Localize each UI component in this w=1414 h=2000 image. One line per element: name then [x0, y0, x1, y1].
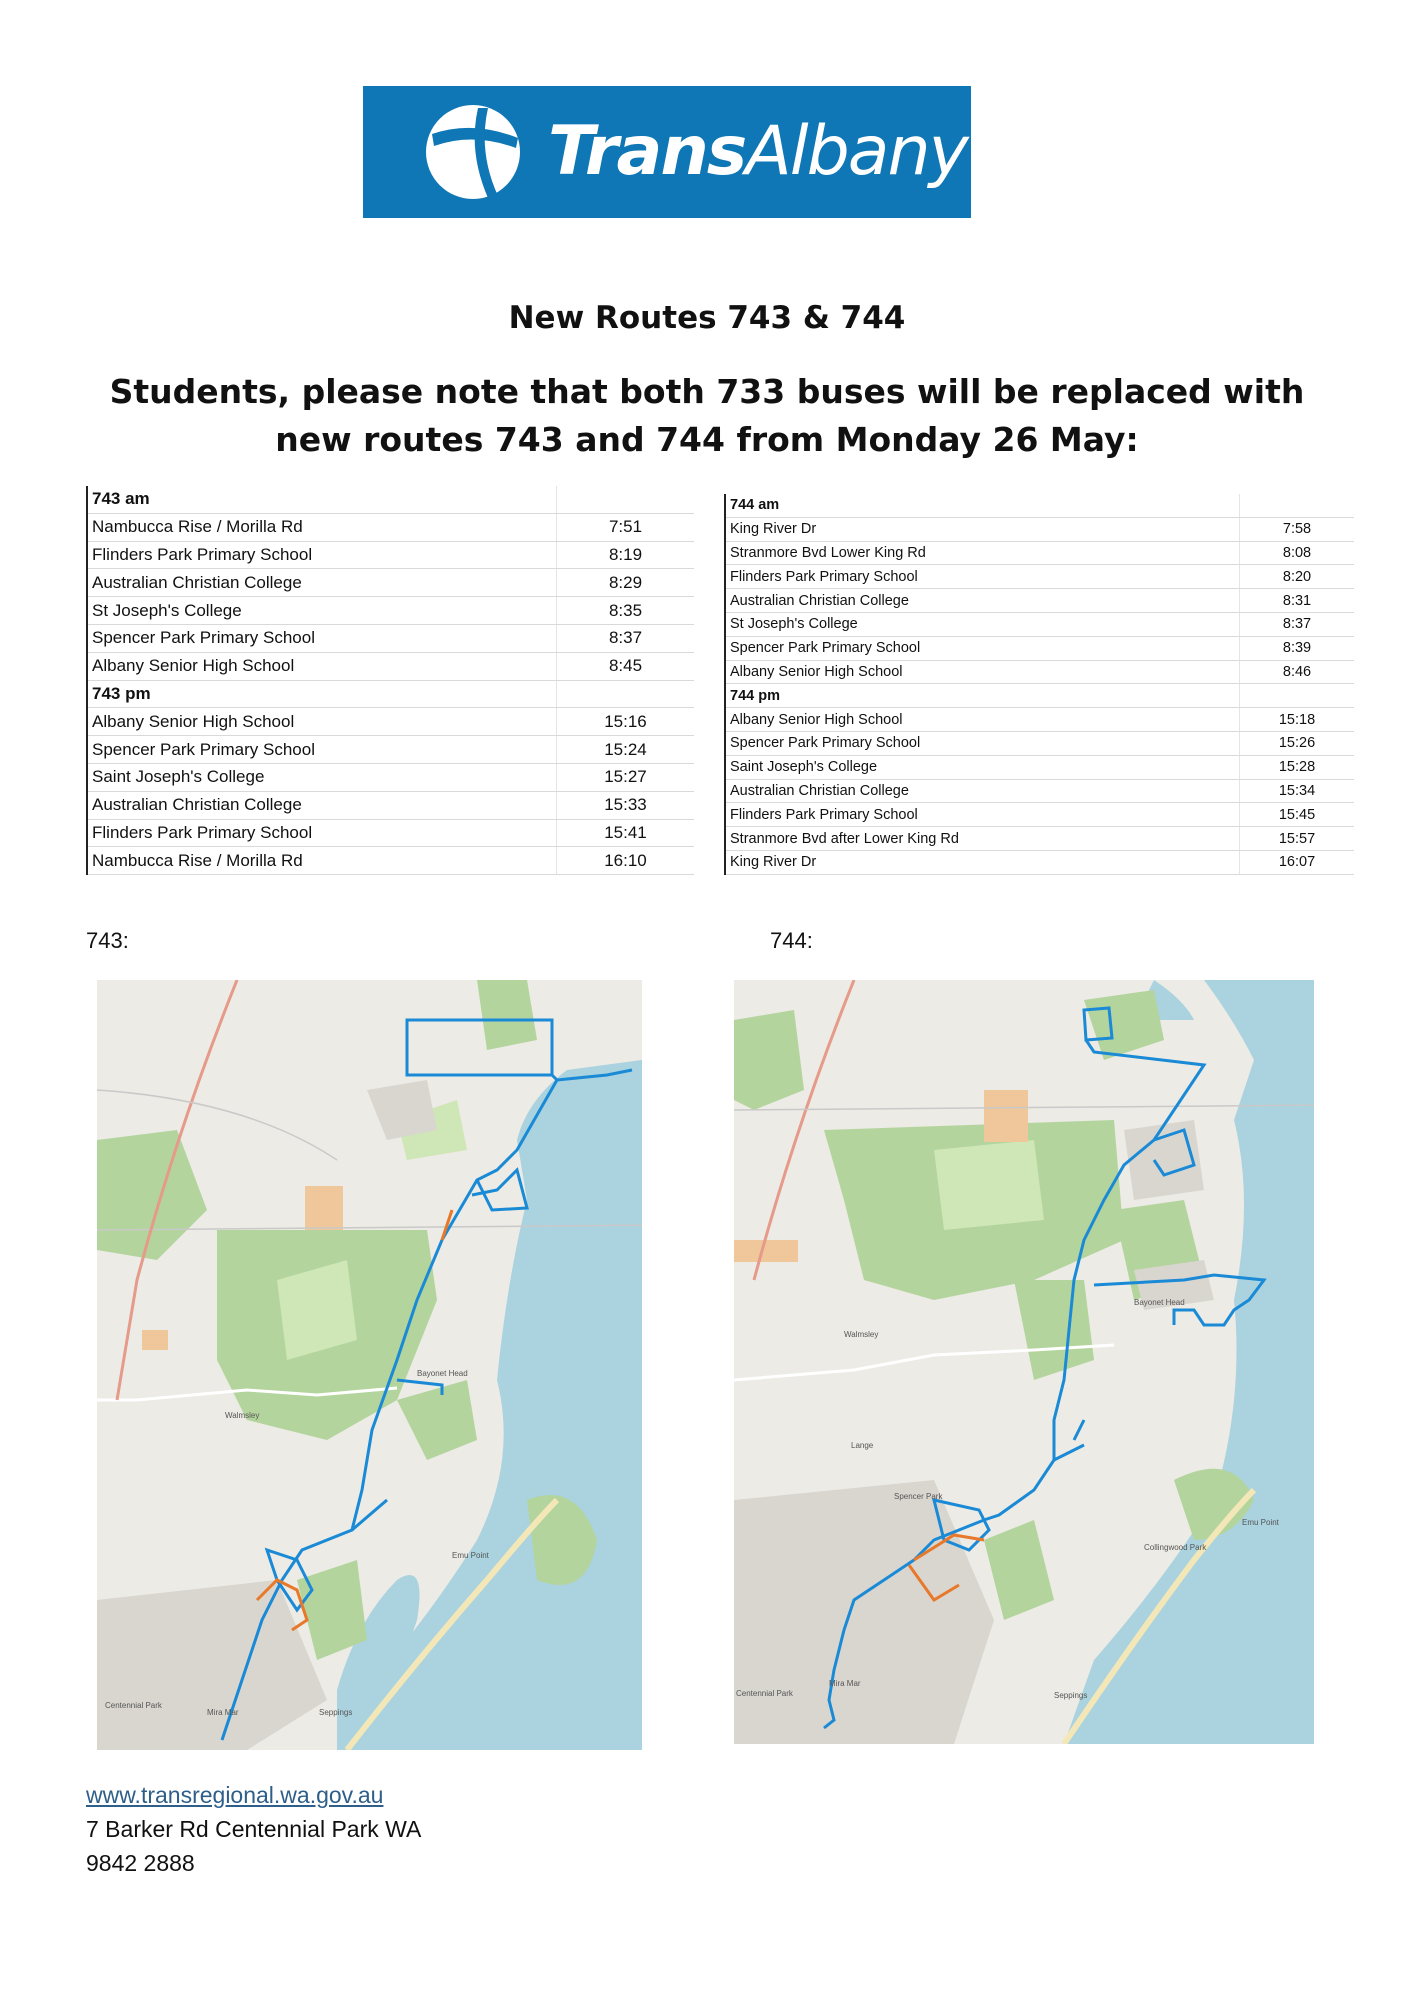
stop-time: 15:33: [557, 791, 695, 819]
timetable-section-header: [725, 684, 1354, 708]
stop-name: King River Dr: [725, 517, 1240, 541]
table-row: [725, 708, 1354, 732]
stop-name: Stranmore Bvd Lower King Rd: [725, 541, 1240, 565]
stop-name: King River Dr: [725, 850, 1240, 874]
route-743-map[interactable]: [97, 980, 642, 1750]
stop-time: 8:37: [557, 624, 695, 652]
stop-time: 8:39: [1240, 636, 1355, 660]
table-row: [725, 803, 1354, 827]
stop-name: St Joseph's College: [87, 597, 557, 625]
notice-text: Students, please note that both 733 buses will be replaced with new routes 743 and 744 from Monday 26 May:: [109, 372, 1305, 459]
address-text: 7 Barker Rd Centennial Park WA: [86, 1816, 422, 1842]
table-row: [725, 660, 1354, 684]
timetable-744: [724, 494, 1354, 875]
map-744-label: 744:: [770, 928, 813, 953]
stop-name: Flinders Park Primary School: [725, 803, 1240, 827]
table-row: [87, 652, 694, 680]
stop-time: 8:29: [557, 569, 695, 597]
timetable-section-header: [725, 494, 1354, 517]
table-row: [725, 850, 1354, 874]
place-label: Emu Point: [1242, 1518, 1279, 1527]
timetable-section-header: [87, 680, 694, 708]
place-label: Walmsley: [844, 1330, 879, 1339]
stop-time: 8:31: [1240, 589, 1355, 613]
place-label: Centennial Park: [105, 1701, 162, 1710]
stop-name: Australian Christian College: [725, 779, 1240, 803]
stop-name: Flinders Park Primary School: [87, 819, 557, 847]
stop-time: 8:35: [557, 597, 695, 625]
stop-time: 15:18: [1240, 708, 1355, 732]
table-row: [87, 708, 694, 736]
phone-text: 9842 2888: [86, 1850, 195, 1876]
stop-name: Spencer Park Primary School: [725, 731, 1240, 755]
place-label: Seppings: [319, 1708, 353, 1717]
stop-time: 8:19: [557, 541, 695, 569]
table-row: [725, 755, 1354, 779]
page-title: New Routes 743 & 744: [508, 300, 906, 336]
stop-name: Albany Senior High School: [87, 652, 557, 680]
stop-name: Albany Senior High School: [725, 708, 1240, 732]
table-row: [87, 763, 694, 791]
place-label: Bayonet Head: [1134, 1298, 1185, 1307]
stop-name: Spencer Park Primary School: [87, 624, 557, 652]
place-label: Mira Mar: [829, 1679, 861, 1688]
table-row: [725, 636, 1354, 660]
table-row: [725, 612, 1354, 636]
route-744-map[interactable]: [734, 980, 1314, 1744]
stop-name: Flinders Park Primary School: [725, 565, 1240, 589]
table-row: [725, 589, 1354, 613]
section-label: 744 am: [725, 494, 1240, 517]
stop-time: 8:46: [1240, 660, 1355, 684]
stop-name: Albany Senior High School: [725, 660, 1240, 684]
table-row: [87, 819, 694, 847]
table-row: [87, 736, 694, 764]
stop-time: 15:41: [557, 819, 695, 847]
stop-name: Spencer Park Primary School: [87, 736, 557, 764]
stop-name: Spencer Park Primary School: [725, 636, 1240, 660]
stop-name: Flinders Park Primary School: [87, 541, 557, 569]
stop-time: 15:27: [557, 763, 695, 791]
stop-name: Australian Christian College: [725, 589, 1240, 613]
map-743-label: 743:: [86, 928, 129, 953]
stop-time: 7:58: [1240, 517, 1355, 541]
stop-time: 8:45: [557, 652, 695, 680]
stop-time: 15:45: [1240, 803, 1355, 827]
timetable-743: [86, 486, 694, 875]
place-label: Seppings: [1054, 1691, 1088, 1700]
place-label: Mira Mar: [207, 1708, 239, 1717]
table-row: [87, 624, 694, 652]
stop-time: 15:16: [557, 708, 695, 736]
table-row: [725, 731, 1354, 755]
section-label: 743 pm: [87, 680, 557, 708]
stop-name: Saint Joseph's College: [87, 763, 557, 791]
stop-time: 15:57: [1240, 827, 1355, 851]
section-label: 744 pm: [725, 684, 1240, 708]
section-label: 743 am: [87, 486, 557, 513]
stop-name: Albany Senior High School: [87, 708, 557, 736]
table-row: [87, 569, 694, 597]
place-label: Collingwood Park: [1144, 1543, 1207, 1552]
table-row: [725, 517, 1354, 541]
stop-time: 16:10: [557, 847, 695, 875]
timetable-section-header: [87, 486, 694, 513]
table-row: [725, 779, 1354, 803]
stop-name: St Joseph's College: [725, 612, 1240, 636]
stop-time: 8:37: [1240, 612, 1355, 636]
place-label: Walmsley: [225, 1411, 260, 1420]
place-label: Spencer Park: [894, 1492, 943, 1501]
table-row: [725, 827, 1354, 851]
stop-name: Nambucca Rise / Morilla Rd: [87, 847, 557, 875]
stop-name: Saint Joseph's College: [725, 755, 1240, 779]
stop-name: Australian Christian College: [87, 569, 557, 597]
stop-time: 8:20: [1240, 565, 1355, 589]
stop-time: 7:51: [557, 513, 695, 541]
table-row: [725, 565, 1354, 589]
table-row: [87, 513, 694, 541]
brand-wordmark: TransAlbany: [548, 112, 967, 191]
stop-time: 15:26: [1240, 731, 1355, 755]
place-label: Emu Point: [452, 1551, 489, 1560]
stop-name: Australian Christian College: [87, 791, 557, 819]
globe-icon: [418, 102, 528, 202]
table-row: [725, 541, 1354, 565]
table-row: [87, 541, 694, 569]
table-row: [87, 597, 694, 625]
place-label: Lange: [851, 1441, 874, 1450]
table-row: [87, 791, 694, 819]
stop-time: 15:28: [1240, 755, 1355, 779]
table-row: [87, 847, 694, 875]
stop-name: Nambucca Rise / Morilla Rd: [87, 513, 557, 541]
stop-time: 15:24: [557, 736, 695, 764]
stop-time: 8:08: [1240, 541, 1355, 565]
stop-time: 16:07: [1240, 850, 1355, 874]
place-label: Bayonet Head: [417, 1369, 468, 1378]
stop-time: 15:34: [1240, 779, 1355, 803]
place-label: Centennial Park: [736, 1689, 793, 1698]
transalbany-logo: [363, 86, 971, 218]
stop-name: Stranmore Bvd after Lower King Rd: [725, 827, 1240, 851]
website-link[interactable]: www.transregional.wa.gov.au: [86, 1782, 384, 1808]
